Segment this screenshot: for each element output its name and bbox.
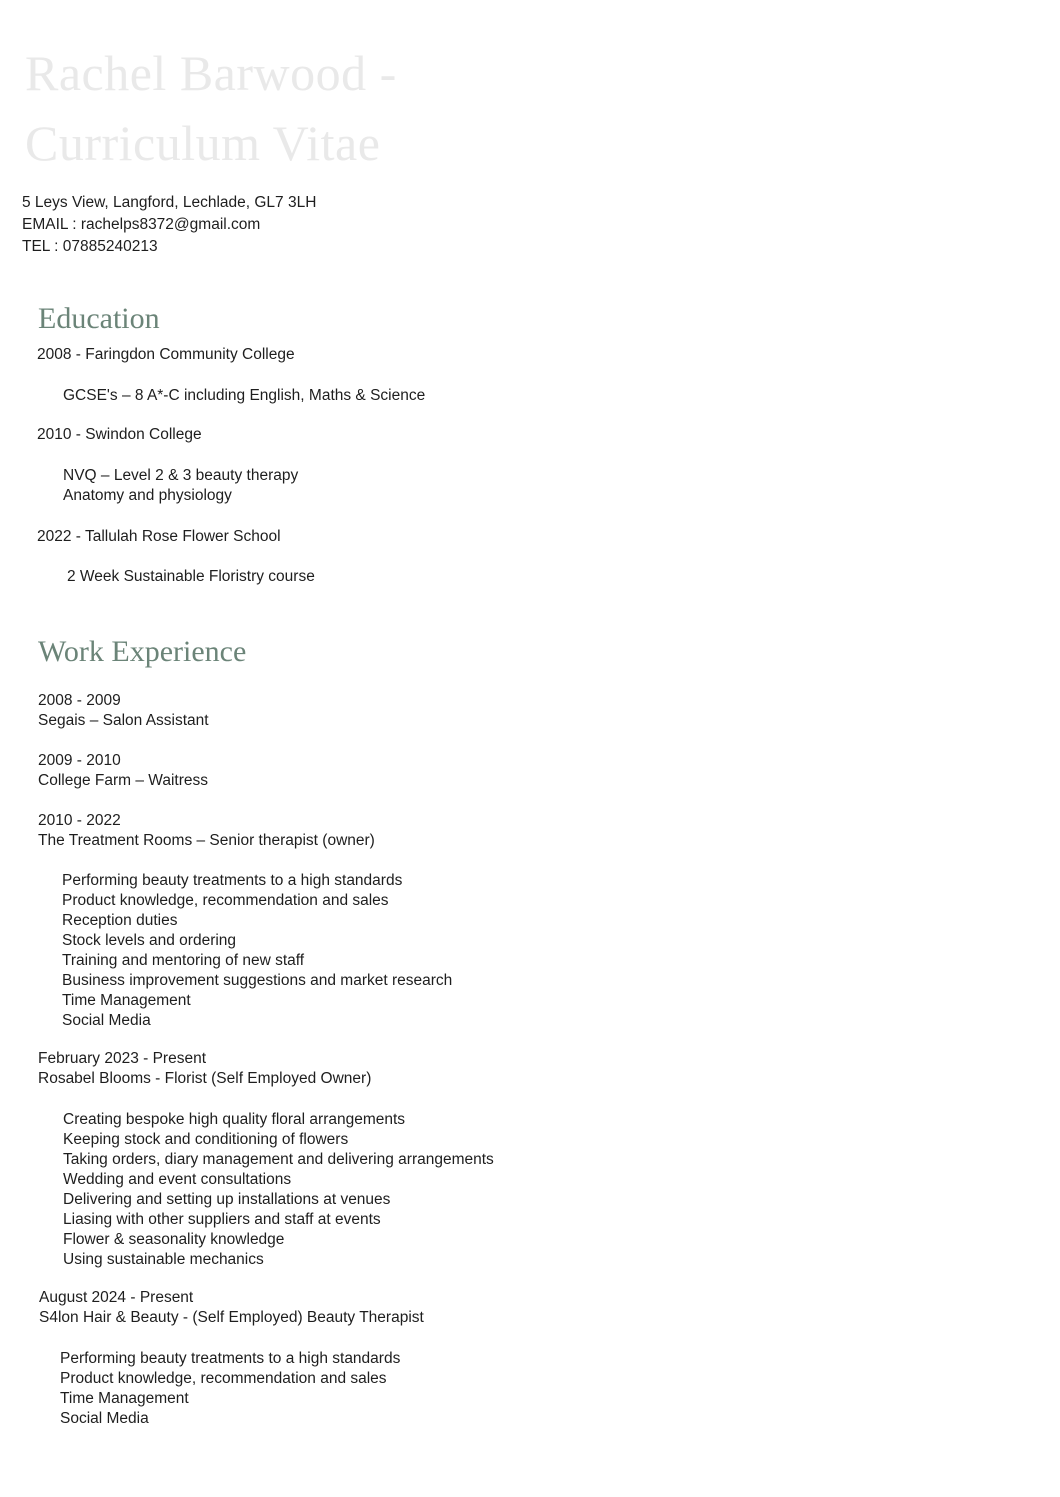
work-entry-details: [60, 1349, 400, 1429]
work-entry: [39, 1288, 424, 1328]
education-entry-title: 2022 - Tallulah Rose Flower School: [37, 528, 281, 545]
work-entry-detail: Using sustainable mechanics: [63, 1251, 264, 1268]
work-entry-detail: Time Management: [60, 1390, 189, 1407]
work-entry-detail: Product knowledge, recommendation and sales: [60, 1370, 387, 1387]
work-entry-detail: Performing beauty treatments to a high standards: [60, 1350, 401, 1367]
work-entry-detail: Social Media: [60, 1410, 149, 1427]
education-heading: Education: [38, 302, 160, 335]
work-entry-detail: Stock levels and ordering: [62, 932, 237, 949]
work-entry-dates: 2009 - 2010: [38, 752, 121, 769]
contact-address: 5 Leys View, Langford, Lechlade, GL7 3LH: [22, 194, 317, 211]
work-entry-detail: Liasing with other suppliers and staff at events: [63, 1211, 381, 1228]
cv-title-line-2: Curriculum Vitae: [25, 115, 381, 171]
work-entry: [38, 811, 375, 851]
work-entry-detail: Product knowledge, recommendation and sales: [62, 892, 389, 909]
work-entry-detail: Time Management: [62, 992, 191, 1009]
education-entry-detail: Anatomy and physiology: [63, 487, 232, 504]
work-entry-dates: February 2023 - Present: [38, 1050, 207, 1067]
work-entry-role: The Treatment Rooms – Senior therapist (owner): [38, 832, 375, 849]
work-entry-dates: 2008 - 2009: [38, 692, 121, 709]
education-entry-detail: 2 Week Sustainable Floristry course: [67, 568, 315, 585]
contact-block: [22, 192, 316, 258]
work-entry-details: [63, 1110, 494, 1270]
work-entry-detail: Taking orders, diary management and delivering arrangements: [63, 1151, 494, 1168]
work-entry-detail: Performing beauty treatments to a high standards: [62, 872, 403, 889]
work-entry: [38, 751, 208, 791]
work-entry-role: Rosabel Blooms - Florist (Self Employed Owner): [38, 1070, 372, 1087]
education-entry-details: [63, 466, 298, 506]
work-entry-detail: Delivering and setting up installations at venues: [63, 1191, 391, 1208]
contact-phone: TEL : 07885240213: [22, 238, 158, 255]
work-entry-detail: Creating bespoke high quality floral arrangements: [63, 1111, 406, 1128]
work-experience-heading: Work Experience: [38, 635, 247, 668]
work-entry-detail: Wedding and event consultations: [63, 1171, 292, 1188]
education-entry-detail: NVQ – Level 2 & 3 beauty therapy: [63, 467, 299, 484]
work-entry-detail: Flower & seasonality knowledge: [63, 1231, 285, 1248]
work-entry-role: S4lon Hair & Beauty - (Self Employed) Beauty Therapist: [39, 1309, 424, 1326]
work-entry: [38, 691, 209, 731]
work-entry-details: [62, 871, 452, 1031]
work-entry-role: College Farm – Waitress: [38, 772, 208, 789]
work-entry-dates: August 2024 - Present: [39, 1289, 194, 1306]
contact-email: EMAIL : rachelps8372@gmail.com: [22, 216, 261, 233]
work-entry-detail: Reception duties: [62, 912, 178, 929]
work-entry-detail: Keeping stock and conditioning of flowers: [63, 1131, 349, 1148]
education-entry-detail: GCSE's – 8 A*-C including English, Maths & Science: [63, 387, 426, 404]
work-entry-dates: 2010 - 2022: [38, 812, 121, 829]
work-entry-role: Segais – Salon Assistant: [38, 712, 209, 729]
work-entry-detail: Business improvement suggestions and market research: [62, 972, 453, 989]
cv-title: [25, 38, 397, 178]
work-entry-detail: Social Media: [62, 1012, 151, 1029]
work-entry: [38, 1049, 371, 1089]
work-entry-detail: Training and mentoring of new staff: [62, 952, 305, 969]
education-entry-title: 2010 - Swindon College: [37, 426, 202, 443]
education-entry-title: 2008 - Faringdon Community College: [37, 346, 295, 363]
cv-title-line-1: Rachel Barwood -: [25, 45, 397, 101]
